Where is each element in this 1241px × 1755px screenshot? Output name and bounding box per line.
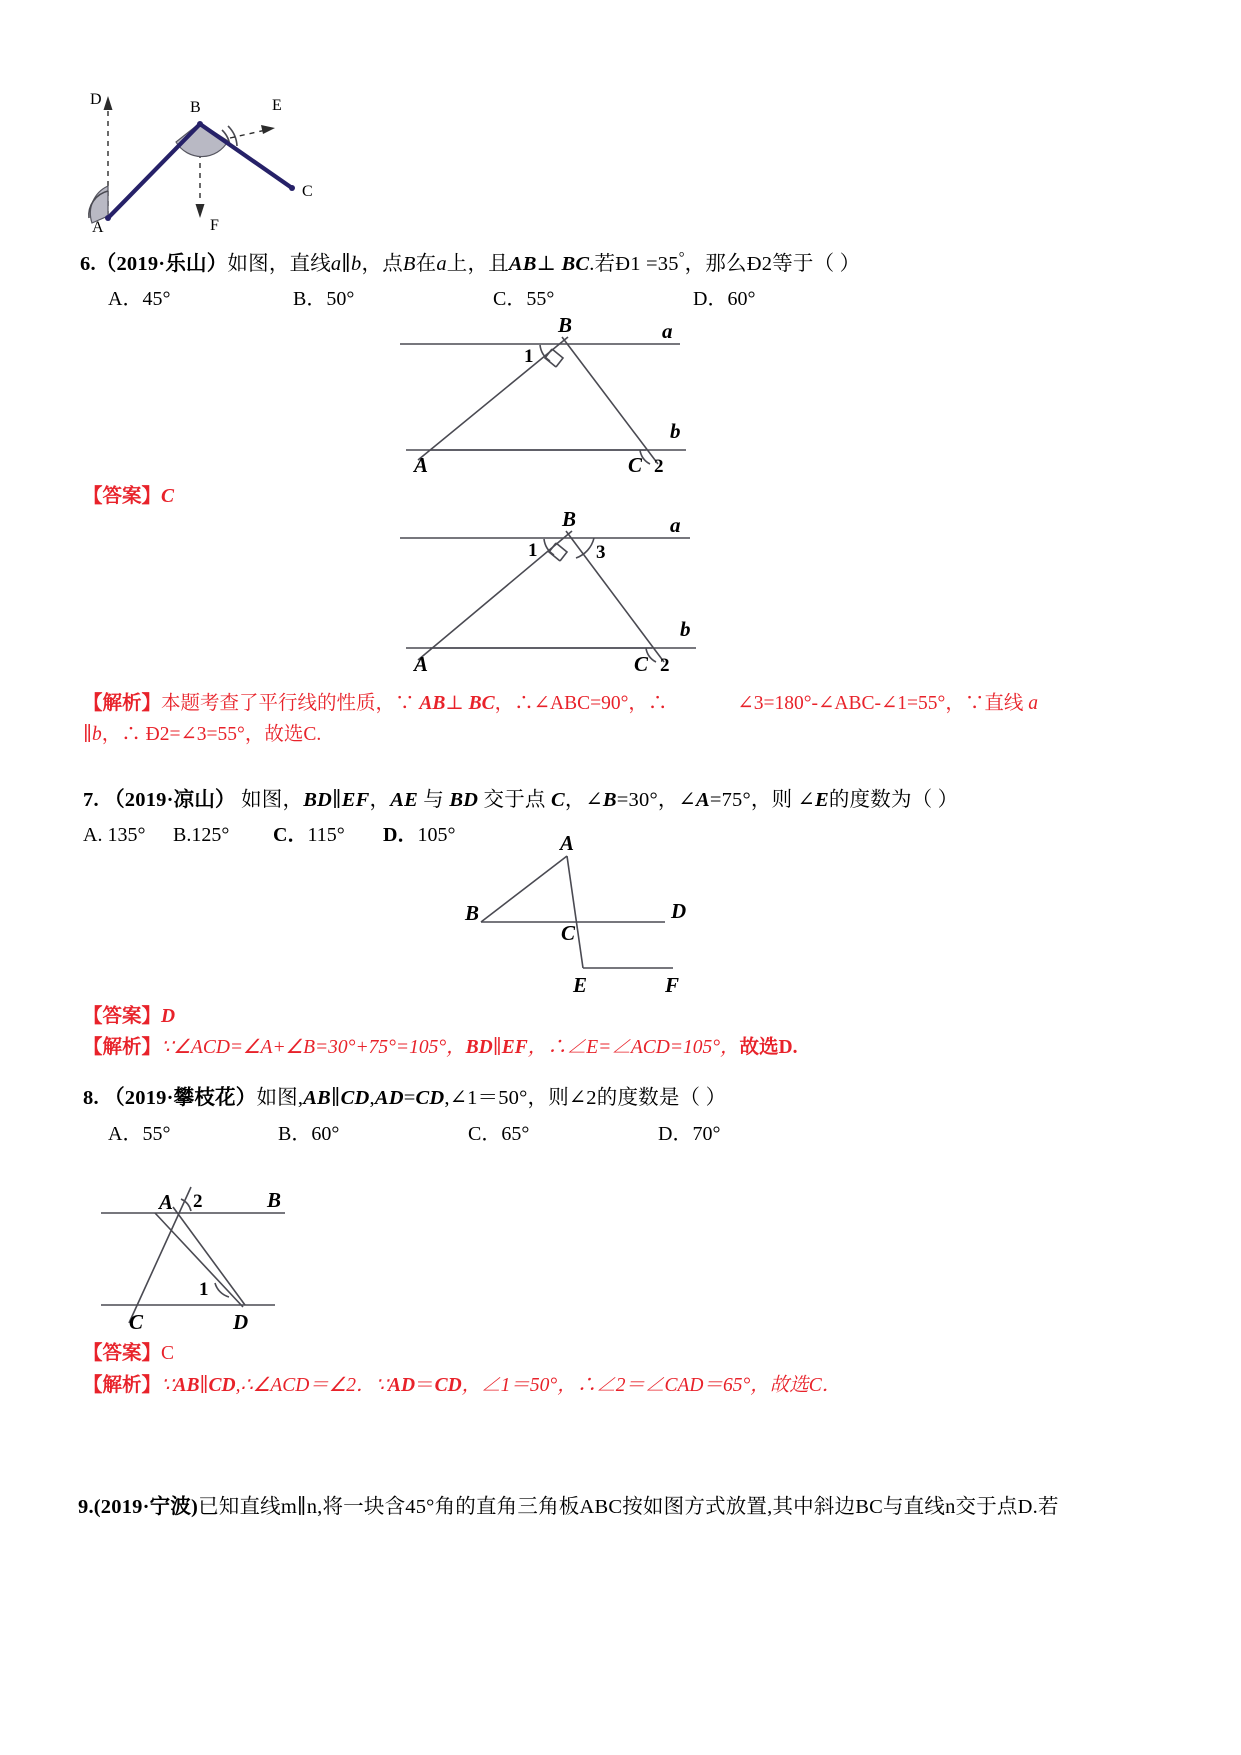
q6-stem	[80, 248, 860, 280]
q8-number: 8.	[83, 1087, 99, 1109]
q7-parallel: ∥	[332, 789, 342, 811]
q6-explain-1b: ，∴∠ABC=90°，∴	[494, 693, 668, 714]
q6-text-6: ，那么	[684, 252, 747, 275]
q6-text-5: .若	[589, 252, 616, 275]
q9-text: 已知直线m∥n,将一块含45°角的直角三角板ABC按如图方式放置,其中斜边BC与直线n交于点D.若	[198, 1496, 1059, 1518]
q6f2-segment-BC	[566, 531, 664, 662]
q6f1-label-A: A	[414, 453, 429, 477]
q8-seg-AB: AB	[303, 1087, 331, 1109]
arrow-down-F	[196, 204, 205, 218]
q6-explain-2a: ∥	[83, 724, 93, 746]
q8-stem	[83, 1083, 726, 1114]
point-A	[105, 215, 111, 221]
q7-seg-BD: BD	[303, 789, 333, 811]
q6-option-A[interactable]	[108, 282, 293, 311]
q6-explain-tag: 【解析】	[83, 693, 162, 714]
q8-option-B-value: 60°	[311, 1123, 340, 1145]
q6f2-label-a: a	[670, 513, 681, 537]
q6-option-B-value: 50°	[326, 288, 355, 310]
q6-explain-1c: ∠3=180°-∠ABC-∠1=55°，∵直线	[737, 693, 1029, 714]
q6f1-segment-AB	[418, 337, 568, 460]
q7-option-C-key: C．	[273, 824, 308, 846]
q7f-label-B: B	[465, 901, 480, 925]
q8f-segment-AD	[173, 1207, 245, 1305]
q6-option-D-key: D．	[693, 288, 728, 310]
q7-figure-svg	[465, 831, 745, 1000]
q6f2-label-C: C	[634, 652, 649, 676]
q6-text-3: 在	[415, 252, 437, 275]
q6-var-b: b	[351, 252, 362, 275]
q6-source: （2019·乐山）	[95, 252, 228, 275]
q9-number: 9.	[78, 1496, 94, 1518]
q8-parallel: ∥	[330, 1087, 341, 1109]
q6f1-label-a: a	[662, 319, 673, 343]
q6-answer-tag: 【答案】	[83, 486, 162, 507]
q8-text-2: ,	[369, 1087, 375, 1109]
q7-text-3: 与	[423, 789, 444, 811]
q7-point-C: C	[550, 789, 565, 811]
q7-source: （2019·凉山）	[104, 789, 236, 811]
q6-seg-AB: AB	[508, 252, 537, 275]
q7-explain-BD: BD	[465, 1037, 493, 1058]
q6-answer	[83, 480, 174, 508]
q7f-label-A: A	[560, 831, 575, 855]
q8-answer-value: C	[161, 1343, 175, 1364]
q8-option-C-key: C．	[468, 1123, 502, 1145]
q8f-label-1: 1	[199, 1279, 209, 1300]
q7-explain-par: ∥	[492, 1037, 502, 1058]
q9-source: (2019·宁波)	[93, 1496, 199, 1518]
q8-explain-eq: ＝	[415, 1375, 435, 1396]
q6-text-2: ，点	[361, 252, 403, 275]
q6f1-label-b: b	[670, 419, 681, 443]
q7-angle-E: E	[814, 789, 829, 811]
point-C	[289, 185, 295, 191]
q7-figure	[465, 831, 745, 1000]
q8-option-C-value: 65°	[501, 1123, 530, 1145]
q7f-label-C: C	[561, 921, 576, 945]
q7-option-D-value: 105°	[417, 824, 456, 846]
q8-explain-AB: AB	[173, 1375, 200, 1396]
q6f2-label-2: 2	[660, 655, 670, 676]
q7-option-D-key: D．	[383, 824, 418, 846]
q6f2-label-A: A	[414, 652, 429, 676]
q6-var-a2: a	[436, 252, 447, 275]
q8-option-D[interactable]	[658, 1117, 720, 1146]
figure-top-label-C: C	[302, 183, 313, 200]
q7-answer-value: D	[161, 1006, 176, 1027]
q7-option-A-value: 135°	[107, 824, 146, 846]
q8-explain-c: ，∠1＝50°，∴∠2＝∠CAD＝65°，故选C．	[461, 1375, 842, 1396]
q8-source: （2019·攀枝花）	[104, 1087, 257, 1109]
q7-answer	[83, 1000, 175, 1028]
q6f2-label-3: 3	[596, 542, 606, 563]
q6-option-A-key: A．	[108, 288, 143, 310]
q8-option-A-key: A．	[108, 1123, 143, 1145]
q6-text-4: 上，且	[446, 252, 509, 275]
q8-seg-CD2: CD	[415, 1087, 445, 1109]
q6-figure-2	[400, 507, 730, 676]
q7-option-A[interactable]	[83, 824, 173, 847]
q6f1-label-2: 2	[654, 456, 664, 477]
figure-top-reflection	[70, 68, 400, 236]
q8-figure	[95, 1165, 325, 1335]
arrow-up-D	[104, 96, 113, 110]
q7-seg-EF: EF	[341, 789, 370, 811]
q7-text-7: =75°，则 ∠	[709, 789, 815, 811]
q6-explain-2b: ，∴ Ð2=∠3=55°，故选C.	[101, 724, 322, 746]
q8f-label-A: A	[159, 1190, 174, 1214]
figure-top-svg	[70, 68, 400, 236]
q7-option-B[interactable]	[173, 824, 273, 847]
q6-text-7: 等于（ ）	[772, 252, 861, 275]
q7-answer-tag: 【答案】	[83, 1006, 162, 1027]
q6-figure-1-svg	[400, 313, 720, 478]
q7-option-C[interactable]	[273, 818, 383, 847]
q6-var-a: a	[330, 252, 342, 275]
q7f-label-F: F	[665, 973, 680, 997]
q7-explain-c: 故选D.	[739, 1037, 798, 1058]
q8-option-C[interactable]	[468, 1117, 658, 1146]
q7-explain-a: ∵∠ACD=∠A+∠B=30°+75°=105°，	[161, 1037, 466, 1058]
q8-option-A[interactable]	[108, 1117, 278, 1146]
q7-number: 7.	[83, 789, 99, 811]
q8-option-B-key: B．	[278, 1123, 312, 1145]
q7-option-D[interactable]	[383, 818, 455, 847]
figure-top-label-F: F	[210, 217, 219, 234]
q7-text-1: 如图，	[241, 789, 304, 811]
q6-option-D-value: 60°	[727, 288, 756, 310]
q6-option-B-key: B．	[293, 288, 327, 310]
q6-answer-value: C	[161, 486, 175, 507]
figure-top-label-E: E	[272, 97, 282, 114]
q8-explain-par: ∥	[199, 1375, 209, 1396]
q6-var-B: B	[402, 252, 416, 275]
q8-explain-AD: AD	[387, 1375, 416, 1396]
point-B	[197, 121, 203, 127]
q7-option-C-value: 115°	[307, 824, 345, 846]
q6-explain-AB: AB	[419, 693, 446, 714]
q6-explain-BC: BC	[468, 693, 495, 714]
q7f-label-D: D	[671, 899, 687, 923]
arrow-E	[261, 125, 275, 134]
q7-text-4: 交于点	[483, 789, 546, 811]
q7-seg-BD2: BD	[449, 789, 479, 811]
q7-text-6: =30°，∠	[616, 789, 696, 811]
q6-angle2: Ð2	[746, 252, 773, 275]
q6-figure-1	[400, 313, 720, 478]
q6-text-1: 如图，直线	[227, 252, 331, 275]
q8f-label-2: 2	[193, 1191, 203, 1212]
q6-option-D[interactable]	[693, 282, 755, 311]
q6-number: 6.	[80, 252, 96, 275]
q7-option-B-key: B.	[173, 824, 192, 846]
q6f2-label-1: 1	[528, 540, 538, 561]
q7-angle-B: B	[602, 789, 617, 811]
q9-stem	[78, 1492, 1059, 1523]
q8-eq: =	[403, 1087, 416, 1109]
q6-seg-BC: BC	[561, 252, 590, 275]
q6-angle1: Ð1 =35	[615, 252, 679, 275]
q8-option-A-value: 55°	[142, 1123, 171, 1145]
q8-explain-CD2: CD	[434, 1375, 462, 1396]
q6-perp-symbol: ⊥	[536, 252, 557, 275]
q6-explain-1a: 本题考查了平行线的性质，∵	[161, 693, 420, 714]
q7-text-2: ，	[369, 789, 391, 811]
q7-seg-AE: AE	[390, 789, 418, 811]
figure-top-label-B: B	[190, 99, 201, 116]
q6f1-label-B: B	[558, 313, 573, 337]
q6-explain-perp: ⊥	[445, 693, 464, 714]
q6-figure-2-svg	[400, 507, 730, 676]
q6-explanation	[83, 688, 1163, 750]
figure-top-label-D: D	[90, 91, 102, 108]
q8f-label-B: B	[267, 1188, 282, 1212]
q7f-segment-BA	[481, 856, 567, 922]
q6-option-B[interactable]	[293, 282, 493, 311]
q7f-segment-AE	[567, 856, 583, 968]
q8f-label-D: D	[233, 1310, 249, 1334]
q8-seg-AD: AD	[374, 1087, 404, 1109]
q8-option-D-key: D．	[658, 1123, 693, 1145]
q8-seg-CD: CD	[340, 1087, 370, 1109]
q8-options	[108, 1117, 908, 1146]
q6-explain-b: b	[92, 724, 102, 746]
q8-option-B[interactable]	[278, 1117, 468, 1146]
q6f1-segment-BC	[562, 337, 658, 464]
q6f2-label-b: b	[680, 617, 691, 641]
q7-explain-tag: 【解析】	[83, 1037, 162, 1058]
q7-explain-EF: EF	[501, 1037, 528, 1058]
q6-option-C-key: C．	[493, 288, 527, 310]
q7-text-8: 的度数为（ ）	[828, 789, 959, 811]
q7-explain-b: ，∴∠E=∠ACD=105°，	[527, 1037, 740, 1058]
q6-explain-a: a	[1028, 693, 1038, 714]
q8-answer-tag: 【答案】	[83, 1343, 162, 1364]
q8-figure-svg	[95, 1165, 325, 1335]
q6-parallel-symbol: ∥	[341, 252, 352, 275]
q8f-label-C: C	[129, 1310, 144, 1334]
q6-option-C-value: 55°	[526, 288, 555, 310]
q8-option-D-value: 70°	[692, 1123, 721, 1145]
q8-explain-tag: 【解析】	[83, 1375, 162, 1396]
q7-explanation	[83, 1032, 1163, 1063]
q8-explain-a: ∵	[161, 1375, 174, 1396]
q6-options	[108, 282, 908, 311]
q6-option-C[interactable]	[493, 282, 693, 311]
q8-answer	[83, 1337, 174, 1365]
q8-explain-CD: CD	[208, 1375, 236, 1396]
q7-option-A-key: A.	[83, 824, 103, 846]
q8-text-3: ,∠1＝50°，则∠2的度数是（ ）	[444, 1087, 727, 1109]
q8-explanation	[83, 1370, 1163, 1401]
figure-top-label-A: A	[92, 219, 104, 236]
q6-option-A-value: 45°	[142, 288, 171, 310]
q8-text-1: 如图,	[256, 1087, 304, 1109]
q7-option-B-value: 125°	[191, 824, 230, 846]
q7-angle-A: A	[695, 789, 710, 811]
q6f1-label-1: 1	[524, 346, 534, 367]
q7f-label-E: E	[573, 973, 588, 997]
q7-stem	[83, 785, 958, 816]
q6f1-label-C: C	[628, 453, 643, 477]
q7-text-5: ，∠	[564, 789, 603, 811]
q6f2-label-B: B	[562, 507, 577, 531]
q8-explain-b: ,∴∠ACD＝∠2．∵	[235, 1375, 388, 1396]
q6-degree-1: °	[678, 250, 685, 266]
